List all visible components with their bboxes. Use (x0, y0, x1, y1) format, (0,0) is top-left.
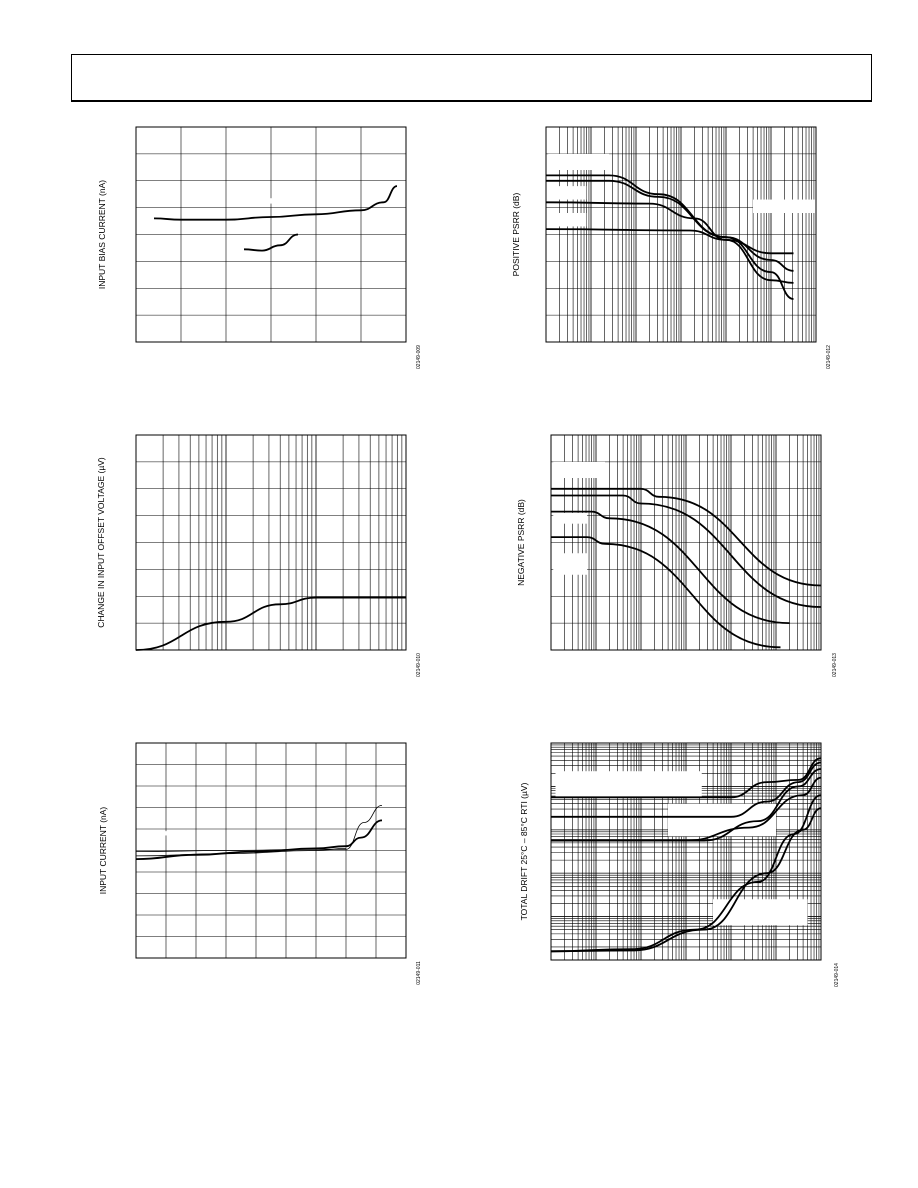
figure-id: 02149-011 (416, 961, 422, 985)
figure-id: 02149-009 (416, 345, 422, 369)
y-axis-label: INPUT CURRENT (nA) (98, 806, 108, 895)
y-axis-label: NEGATIVE PSRR (dB) (516, 499, 526, 586)
y-axis-label: CHANGE IN INPUT OFFSET VOLTAGE (µV) (96, 457, 106, 628)
figure-id: 02149-012 (826, 345, 832, 369)
y-axis-label: POSITIVE PSRR (dB) (511, 192, 521, 277)
y-axis-label: TOTAL DRIFT 25°C – 85°C RTI (µV) (519, 782, 529, 921)
y-axis-label: INPUT BIAS CURRENT (nA) (97, 179, 107, 290)
figure-id: 02149-010 (416, 653, 422, 677)
plot-area (551, 743, 821, 960)
label-mask (556, 771, 702, 797)
figure-id: 02149-014 (834, 963, 840, 987)
figure-id: 02149-013 (832, 653, 838, 677)
